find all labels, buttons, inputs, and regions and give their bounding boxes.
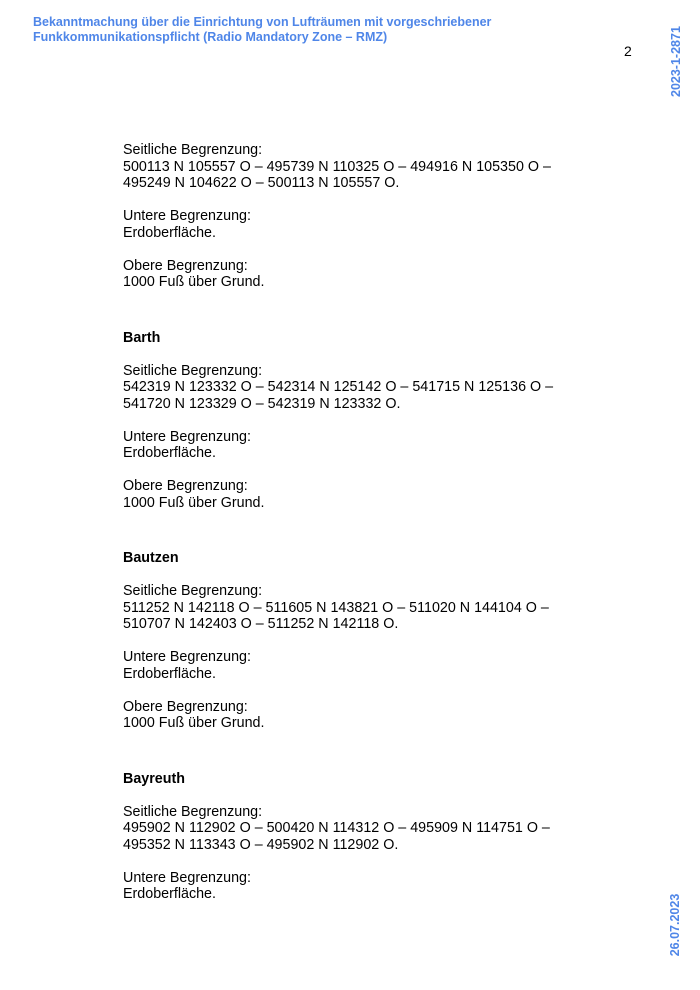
document-date: 26.07.2023 — [668, 893, 682, 957]
page-number: 2 — [624, 43, 632, 59]
upper-label: Obere Begrenzung: — [123, 698, 248, 715]
lateral-coords-line: 495249 N 104622 O – 500113 N 105557 O. — [123, 175, 400, 191]
lateral-label: Seitliche Begrenzung: — [123, 583, 263, 599]
lateral-boundary — [123, 363, 593, 413]
section-title: Bautzen — [123, 550, 179, 566]
lower-value: Erdoberfläche. — [123, 886, 216, 902]
lateral-coords-line: 500113 N 105557 O – 495739 N 110325 O – 494916 N 105350 O – — [123, 158, 551, 175]
upper-value: 1000 Fuß über Grund. — [123, 715, 265, 731]
lateral-coords-line: 542319 N 123332 O – 542314 N 125142 O – 541715 N 125136 O – — [123, 379, 554, 395]
document-id: 2023-1-2871 — [669, 26, 683, 97]
lower-label: Untere Begrenzung: — [123, 649, 251, 665]
lower-boundary — [123, 429, 593, 462]
lower-value: Erdoberfläche. — [123, 224, 216, 241]
lateral-coords-line: 511252 N 142118 O – 511605 N 143821 O – 511020 N 144104 O – — [123, 599, 549, 616]
section-intro — [123, 142, 593, 291]
section-barth — [123, 330, 593, 512]
lower-boundary — [123, 208, 593, 241]
lower-label: Untere Begrenzung: — [123, 208, 251, 224]
lateral-boundary — [123, 142, 593, 192]
upper-boundary — [123, 699, 593, 732]
section-title: Barth — [123, 329, 161, 346]
upper-value: 1000 Fuß über Grund. — [123, 274, 265, 290]
upper-boundary — [123, 258, 593, 291]
section-title: Bayreuth — [123, 770, 185, 787]
lower-value: Erdoberfläche. — [123, 445, 216, 461]
lateral-label: Seitliche Begrenzung: — [123, 142, 263, 158]
upper-value: 1000 Fuß über Grund. — [123, 494, 265, 511]
section-bayreuth — [123, 771, 593, 903]
lateral-boundary — [123, 583, 593, 633]
lower-boundary — [123, 649, 593, 682]
upper-boundary — [123, 478, 593, 511]
lateral-coords-line: 495902 N 112902 O – 500420 N 114312 O – 495909 N 114751 O – — [123, 820, 550, 836]
upper-label: Obere Begrenzung: — [123, 478, 248, 494]
upper-label: Obere Begrenzung: — [123, 257, 248, 274]
lateral-coords-line: 495352 N 113343 O – 495902 N 112902 O. — [123, 836, 399, 853]
lateral-coords-line: 541720 N 123329 O – 542319 N 123332 O. — [123, 395, 401, 412]
lower-boundary — [123, 870, 593, 903]
lateral-coords-line: 510707 N 142403 O – 511252 N 142118 O. — [123, 616, 399, 632]
lateral-label: Seitliche Begrenzung: — [123, 803, 263, 820]
lateral-boundary — [123, 804, 593, 854]
document-body — [123, 142, 593, 919]
lower-label: Untere Begrenzung: — [123, 428, 251, 445]
document-header: Bekanntmachung über die Einrichtung von Lufträumen mit vorgeschriebener Funkkommunikationspflicht (Radio Mandatory Zone – RMZ) — [33, 15, 492, 44]
section-bautzen — [123, 550, 593, 732]
lower-label: Untere Begrenzung: — [123, 869, 251, 886]
lateral-label: Seitliche Begrenzung: — [123, 362, 263, 379]
lower-value: Erdoberfläche. — [123, 665, 216, 682]
